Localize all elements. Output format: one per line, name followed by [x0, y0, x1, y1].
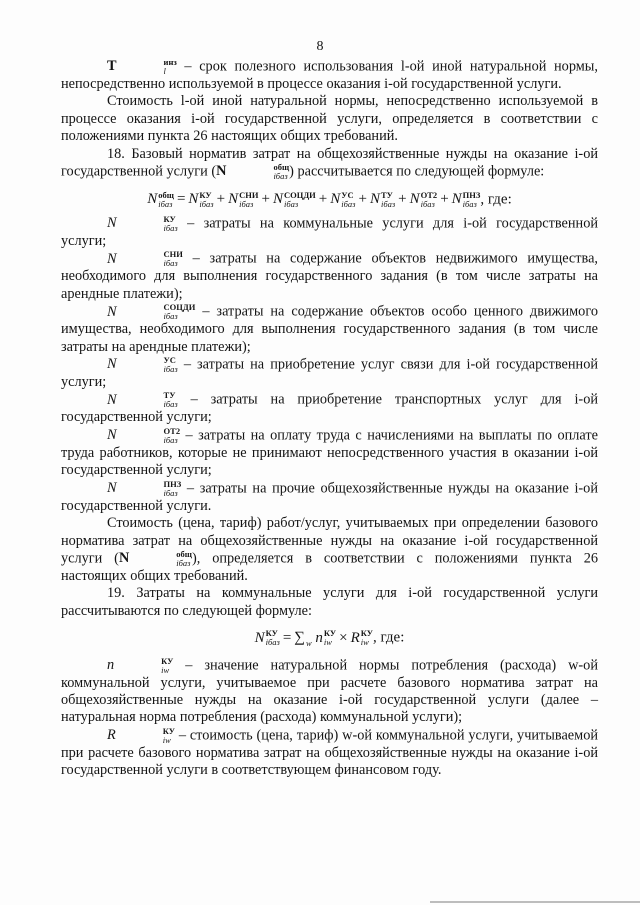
- formula-term-1: N КУ iбаз: [188, 190, 214, 210]
- definition-r-ku: R КУ iw – стоимость (цена, тариф) w-ой коммунальной услуги, учитываемой при расчете базового норматива затрат на общехозяйственные нужды на оказание i-ой государственной услуги в соответствующем финансовом году.: [61, 725, 598, 779]
- formula-general-needs: N общ iбаз = N КУ iбаз + N СНИ iбаз + N СОЦДИ iбаз + N УС iбаз + N ТУ iбаз + N ОТ2 iбаз + N ПНЗ iбаз , где:: [147, 190, 512, 210]
- definition-symbol: N СНИ iбаз: [107, 249, 183, 269]
- formula-term-2: N СНИ iбаз: [228, 190, 259, 210]
- definition-symbol: N ТУ iбаз: [107, 390, 178, 410]
- formula-term-5: N ТУ iбаз: [369, 190, 396, 210]
- paragraph-item-19: 19. Затраты на коммунальные услуги для i-ой государственной услуги рассчитываются по следующей формуле:: [61, 585, 598, 619]
- document-body: [61, 58, 598, 780]
- definition-symbol: N СОЦДИ iбаз: [107, 302, 196, 322]
- definition-item: N ТУ iбаз – затраты на приобретение транспортных услуг для i-ой государственной услуги;: [61, 390, 598, 426]
- definition-item: N УС iбаз – затраты на приобретение услуг связи для i-ой государственной услуги;: [61, 355, 598, 391]
- formula-term-3: N СОЦДИ iбаз: [272, 190, 316, 210]
- symbol-t-inz: T инз l: [107, 57, 177, 76]
- symbol-n-obshch-2: N общ iбаз: [118, 548, 192, 568]
- definition-item: N ПНЗ iбаз – затраты на прочие общехозяйственные нужды на оказание i-ой государственной услуги.: [61, 478, 598, 514]
- formula-term-obshch: N общ iбаз: [147, 190, 174, 210]
- page-number: 8: [316, 39, 324, 54]
- paragraph-item-18: 18. Базовый норматив затрат на общехозяйственные нужды на оказание i-ой государственной услуги (N общ iбаз ) рассчитывается по следующей формуле:: [61, 145, 598, 182]
- definition-symbol: N ОТ2 iбаз: [107, 425, 181, 445]
- definition-item: N ОТ2 iбаз – затраты на оплату труда с начислениями на выплаты по оплате труда работников, которые не принимают непосредственного участия в оказании i-ой государственной услуги;: [61, 425, 598, 479]
- definition-item: N КУ iбаз – затраты на коммунальные услуги для i-ой государственной услуги;: [61, 214, 598, 250]
- paragraph-cost-other-norm: Стоимость l-ой иной натуральной нормы, непосредственно используемой в процессе оказания i-ой государственной услуги, определяется в соответствии с положениями пункта 26 настоящих общих требований.: [61, 93, 598, 145]
- definition-symbol: N КУ iбаз: [107, 214, 178, 234]
- scan-edge-mark: [430, 901, 640, 903]
- formula-term-6: N ОТ2 iбаз: [409, 190, 438, 210]
- definition-symbol: N УС iбаз: [107, 355, 178, 375]
- definition-item: N СНИ iбаз – затраты на содержание объектов недвижимого имущества, необходимого для выполнения государственного задания (в том числе затраты на арендные платежи);: [61, 249, 598, 302]
- formula-utilities: N КУ iбаз = ∑ w n КУ iw × R КУ iw , где:: [254, 628, 405, 648]
- definition-n-ku: n КУ iw – значение натуральной нормы потребления (расхода) w-ой коммунальной услуги, учитываемое при расчете базового норматива затрат на общехозяйственные нужды на оказание i-ой государственной услуги (далее – натуральная норма потребления (расхода) коммунальной услуги);: [61, 655, 598, 726]
- symbol-n-obshch: N общ iбаз: [216, 162, 290, 182]
- definition-item: N СОЦДИ iбаз – затраты на содержание объектов особо ценного движимого имущества, необходимого для выполнения государственного задания (в том числе затраты на арендные платежи);: [61, 302, 598, 355]
- definitions-list: [61, 215, 598, 515]
- paragraph-cost-works: Стоимость (цена, тариф) работ/услуг, учитываемых при определении базового норматива затрат на общехозяйственные нужды на оказание i-ой государственной услуги (N общ iбаз ), определяется в соответствии с положениями пункта 26 настоящих общих требований.: [61, 515, 598, 584]
- formula-term-4: N УС iбаз: [330, 190, 356, 210]
- definition-symbol: N ПНЗ iбаз: [107, 478, 182, 498]
- formula-term-7: N ПНЗ iбаз: [451, 190, 481, 210]
- paragraph-term-definition: T инз l – срок полезного использования l-ой иной натуральной нормы, непосредственно используемой в процессе оказания i-ой государственной услуги.: [61, 57, 598, 92]
